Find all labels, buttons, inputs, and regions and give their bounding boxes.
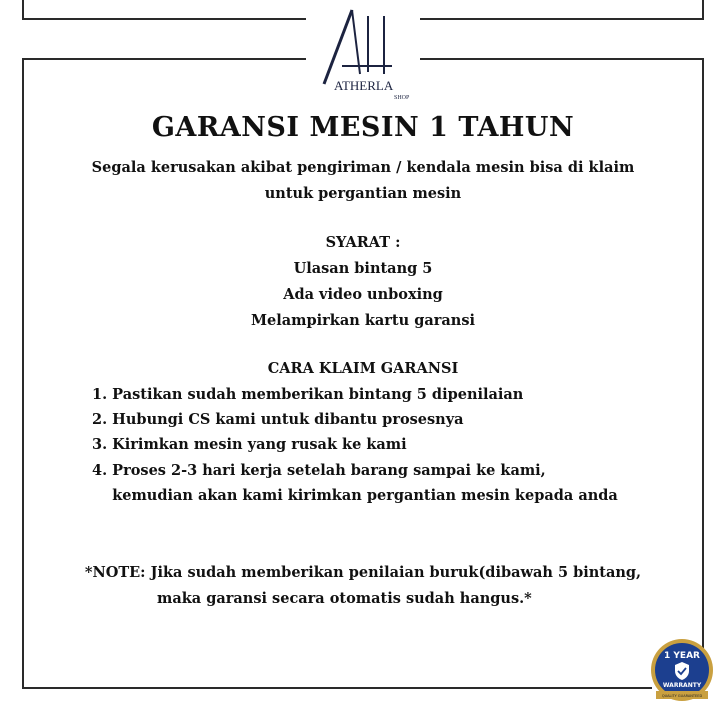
klaim-step: 3. Kirimkan mesin yang rusak ke kami [92,436,407,453]
frame-line [702,0,704,19]
svg-text:WARRANTY: WARRANTY [662,682,702,689]
klaim-heading: CARA KLAIM GARANSI [267,360,459,377]
klaim-step: kemudian akan kami kirimkan pergantian mesin kepada anda [92,487,618,504]
frame-line [22,0,24,19]
page-title: GARANSI MESIN 1 TAHUN [151,112,575,143]
note-line: maka garansi secara otomatis sudah hangus.* [157,590,532,607]
klaim-step: 2. Hubungi CS kami untuk dibantu prosesnya [92,411,464,428]
atherla-logo [312,6,422,101]
note-line: *NOTE: Jika sudah memberikan penilaian buruk(dibawah 5 bintang, [84,564,642,581]
intro-line: Segala kerusakan akibat pengiriman / kendala mesin bisa di klaim [91,159,635,176]
frame-line [420,58,704,60]
svg-text:ATHERLA: ATHERLA [334,78,394,93]
klaim-step: 1. Pastikan sudah memberikan bintang 5 dipenilaian [92,386,524,403]
intro-line: untuk pergantian mesin [264,185,462,202]
svg-text:SHOP: SHOP [394,95,410,101]
syarat-item: Ulasan bintang 5 [293,260,433,277]
warranty-badge [648,638,716,706]
syarat-item: Melampirkan kartu garansi [251,312,475,329]
syarat-item: Ada video unboxing [283,286,443,303]
svg-text:1 YEAR: 1 YEAR [664,651,700,661]
frame-line [22,687,652,689]
frame-line [420,18,704,20]
syarat-heading: SYARAT : [325,234,401,251]
frame-line [22,58,306,60]
klaim-step: 4. Proses 2-3 hari kerja setelah barang sampai ke kami, [92,462,546,479]
svg-text:QUALITY GUARANTEED: QUALITY GUARANTEED [661,694,703,698]
frame-line [22,18,306,20]
